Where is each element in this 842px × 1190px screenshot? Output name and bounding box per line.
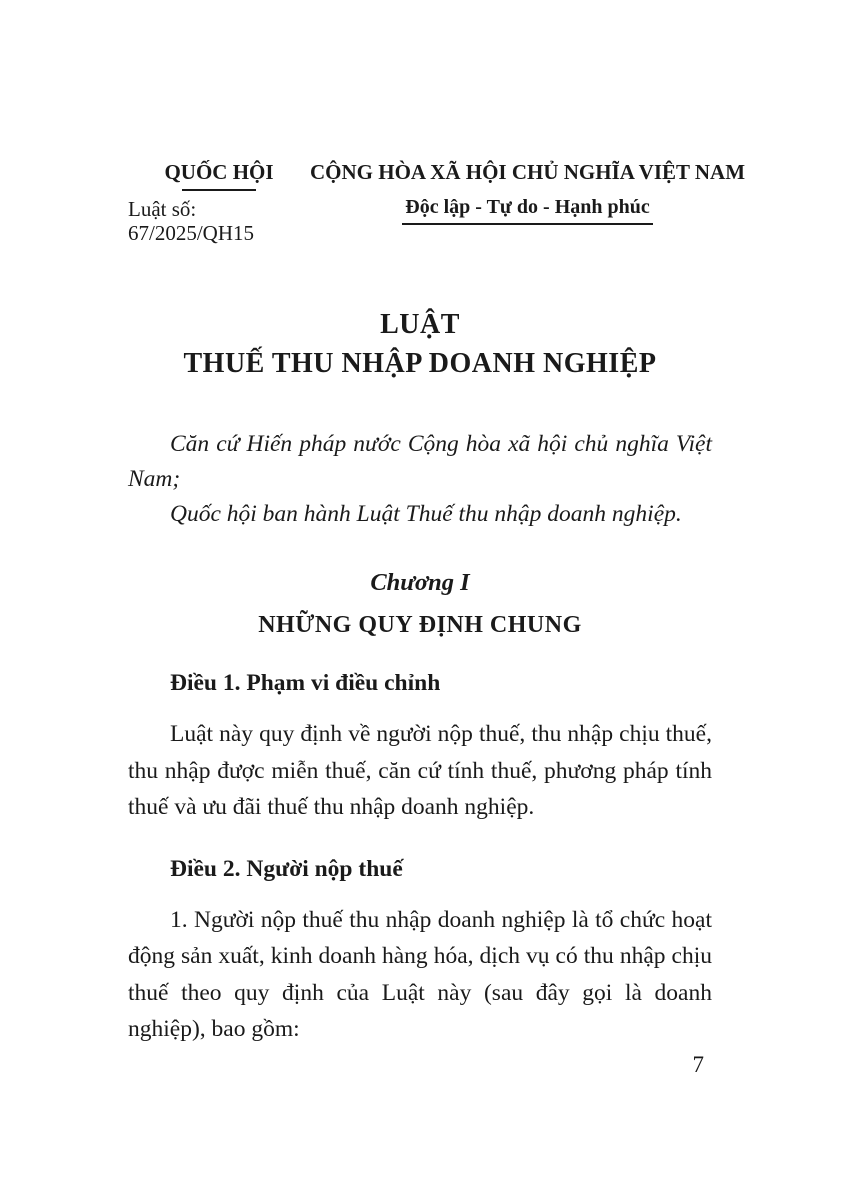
issuing-body-underline <box>182 189 256 191</box>
national-motto: Độc lập - Tự do - Hạnh phúc <box>402 195 652 225</box>
chapter-title: NHỮNG QUY ĐỊNH CHUNG <box>258 612 582 638</box>
law-title <box>128 305 712 383</box>
article-1 <box>128 668 712 826</box>
article-1-heading: Điều 1. Phạm vi điều chỉnh <box>170 670 441 696</box>
law-title-line2: THUẾ THU NHẬP DOANH NGHIỆP <box>183 348 657 379</box>
header-left-column <box>128 160 310 245</box>
law-number: Luật số: 67/2025/QH15 <box>128 197 254 245</box>
article-2-body: 1. Người nộp thuế thu nhập doanh nghiệp là tổ chức hoạt động sản xuất, kinh doanh hàng hóa, dịch vụ có thu nhập chịu thuế theo quy định của Luật này (sau đây gọi là doanh nghiệp), bao gồm: <box>128 906 712 1042</box>
article-2-heading: Điều 2. Người nộp thuế <box>170 855 403 882</box>
document-header <box>128 160 746 245</box>
law-title-line1: LUẬT <box>380 309 460 340</box>
page-number: 7 <box>692 1052 704 1077</box>
chapter-label: Chương I <box>370 569 470 596</box>
preamble-clause-2: Quốc hội ban hành Luật Thuế thu nhập doanh nghiệp. <box>170 501 682 527</box>
issuing-body: QUỐC HỘI <box>164 160 274 184</box>
article-2 <box>128 854 712 1048</box>
national-title: CỘNG HÒA XÃ HỘI CHỦ NGHĨA VIỆT NAM <box>310 160 746 184</box>
chapter-heading <box>128 568 712 640</box>
preamble <box>128 427 712 532</box>
header-right-column <box>310 160 745 225</box>
preamble-clause-1: Căn cứ Hiến pháp nước Cộng hòa xã hội chủ nghĩa Việt Nam; <box>128 431 712 492</box>
article-1-body: Luật này quy định về người nộp thuế, thu nhập chịu thuế, thu nhập được miễn thuế, căn cứ tính thuế, phương pháp tính thuế và ưu đãi thuế thu nhập doanh nghiệp. <box>128 721 712 820</box>
